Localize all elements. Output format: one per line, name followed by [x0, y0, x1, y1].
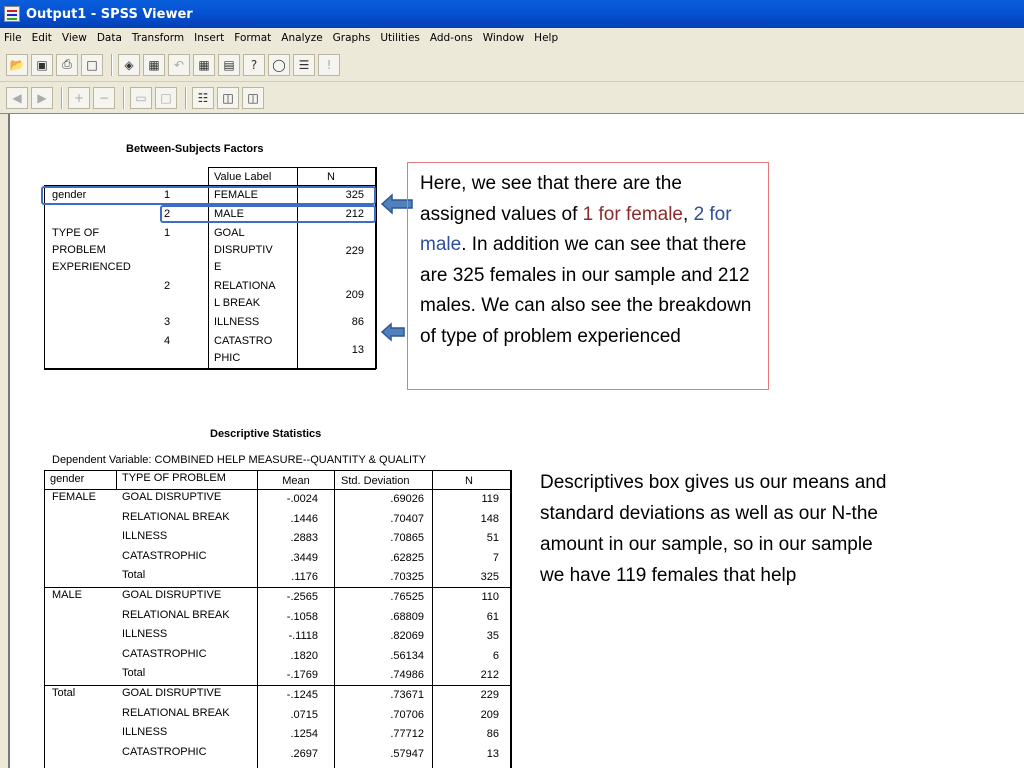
print-preview-icon[interactable]: □ — [81, 54, 103, 76]
col-value-label: Value Label — [214, 171, 272, 183]
type-value-label: DISRUPTIV — [214, 244, 273, 256]
save-icon[interactable]: ▣ — [31, 54, 53, 76]
type-value-label: L BREAK — [214, 297, 261, 309]
type-of-problem-cell: RELATIONAL BREAK — [122, 608, 230, 621]
type-of-problem-cell: ILLNESS — [122, 628, 168, 641]
gender-n: 325 — [345, 189, 364, 201]
goto-case-icon[interactable]: ▤ — [218, 54, 240, 76]
n-cell: 7 — [492, 551, 499, 564]
callout-text: Here, we see that there are the assigned values of — [420, 173, 682, 225]
callout-female-highlight: 1 for female — [582, 203, 683, 225]
window-title-bar[interactable] — [0, 0, 1024, 28]
type-of-problem-cell: CATASTROPHIC — [122, 647, 207, 660]
type-value-label: CATASTRO — [214, 335, 273, 347]
gender-value-label: MALE — [214, 208, 244, 220]
n-cell: 148 — [480, 512, 499, 525]
n-cell: 6 — [492, 649, 499, 662]
gender-group-label: FEMALE — [52, 491, 97, 503]
callout-text: , — [683, 203, 689, 225]
goto-data-icon[interactable]: ▦ — [193, 54, 215, 76]
mean-cell: -.1769 — [286, 669, 318, 682]
mean-cell: .2697 — [290, 747, 318, 760]
n-cell: 325 — [480, 571, 499, 584]
col-header-type: TYPE OF PROBLEM — [122, 472, 226, 484]
menu-add-ons[interactable]: Add-ons — [429, 32, 473, 44]
callout-descriptives-explanation: Descriptives box gives us our means and standard deviations as well as our N-the amount in our sample, so in our sample we have 119 females that help — [540, 472, 887, 586]
main-toolbar — [0, 48, 1024, 82]
menu-analyze[interactable]: Analyze — [281, 32, 323, 44]
menu-window[interactable]: Window — [482, 32, 525, 44]
gender-value: 2 — [164, 208, 171, 220]
n-cell: 209 — [480, 708, 499, 721]
menu-edit[interactable]: Edit — [31, 32, 52, 44]
std-deviation-cell: .74986 — [390, 669, 424, 682]
type-of-problem-cell: Total — [122, 667, 146, 680]
outline-pane[interactable] — [0, 114, 10, 768]
dialog-recall-icon[interactable]: ▦ — [143, 54, 165, 76]
mean-cell: -.1245 — [286, 689, 318, 701]
outline-toolbar — [0, 82, 1024, 114]
male-row-highlight — [160, 205, 376, 223]
type-label: PROBLEM — [52, 244, 106, 256]
std-deviation-cell: .62825 — [390, 551, 424, 564]
type-value: 3 — [164, 316, 171, 328]
menu-insert[interactable]: Insert — [194, 32, 225, 44]
toolbar-separator — [123, 87, 125, 109]
between-subjects-title: Between-Subjects Factors — [126, 143, 264, 155]
n-cell: 61 — [486, 610, 499, 623]
menu-file[interactable]: File — [4, 32, 22, 44]
type-label: TYPE OF — [52, 227, 100, 239]
std-deviation-cell: .57947 — [390, 747, 424, 760]
std-deviation-cell: .70706 — [390, 708, 424, 721]
female-row-highlight — [41, 186, 376, 205]
mean-cell: .1254 — [290, 728, 318, 741]
n-cell: 119 — [481, 493, 499, 505]
gender-group-label: MALE — [52, 589, 82, 601]
col-header-n: N — [465, 475, 473, 487]
undo-icon[interactable]: ↶ — [168, 54, 190, 76]
menu-transform[interactable]: Transform — [131, 32, 185, 44]
n-cell: 51 — [486, 532, 499, 545]
gender-value: 1 — [164, 189, 171, 201]
toolbar-separator — [61, 87, 63, 109]
show-icon[interactable]: ▭ — [130, 87, 152, 109]
type-value: 4 — [164, 335, 171, 347]
n-cell: 86 — [486, 728, 499, 741]
n-cell: 13 — [486, 747, 499, 760]
export-icon[interactable]: ◈ — [118, 54, 140, 76]
insert-text-icon[interactable]: ◫ — [242, 87, 264, 109]
mean-cell: -.1058 — [286, 610, 318, 623]
mean-cell: .0715 — [290, 708, 318, 721]
type-of-problem-cell: RELATIONAL BREAK — [122, 510, 230, 523]
col-header-sd: Std. Deviation — [341, 475, 410, 487]
type-value-label: GOAL — [214, 227, 245, 239]
open-folder-icon[interactable]: 📂 — [6, 54, 28, 76]
menu-view[interactable]: View — [61, 32, 87, 44]
demote-icon[interactable]: ▶ — [31, 87, 53, 109]
type-of-problem-cell: RELATIONAL BREAK — [122, 706, 230, 719]
dependent-variable-caption: Dependent Variable: COMBINED HELP MEASURE--QUANTITY & QUALITY — [52, 454, 427, 466]
type-n: 13 — [351, 344, 364, 356]
callout-text: . In addition we can see that there are 325 females in our sample and 212 males. We can also see the breakdown of type of problem experienced — [420, 234, 752, 347]
menu-format[interactable]: Format — [234, 32, 272, 44]
callout-values-explanation — [407, 162, 769, 390]
mean-cell: -.2565 — [286, 591, 318, 603]
spss-app-icon — [4, 6, 20, 22]
menu-help[interactable]: Help — [534, 32, 559, 44]
window-title: Output1 - SPSS Viewer — [26, 6, 193, 22]
std-deviation-cell: .76525 — [390, 591, 424, 603]
variables-icon[interactable]: ? — [243, 54, 265, 76]
insert-heading-icon[interactable]: ☷ — [192, 87, 214, 109]
type-label: EXPERIENCED — [52, 261, 131, 273]
hide-icon[interactable]: □ — [155, 87, 177, 109]
col-header-gender: gender — [50, 473, 85, 485]
mean-cell: .3449 — [290, 551, 318, 564]
type-of-problem-cell: GOAL DISRUPTIVE — [122, 491, 222, 503]
gender-value-label: FEMALE — [214, 189, 259, 201]
std-deviation-cell: .82069 — [390, 630, 424, 643]
mean-cell: .1820 — [290, 649, 318, 662]
descriptive-stats-title: Descriptive Statistics — [210, 428, 322, 440]
mean-cell: .1176 — [291, 571, 318, 584]
type-value-label: PHIC — [214, 352, 241, 364]
col-header-mean: Mean — [282, 475, 310, 487]
print-icon[interactable]: ⎙ — [56, 54, 78, 76]
menu-data[interactable]: Data — [96, 32, 122, 44]
gender-group-label: Total — [52, 687, 76, 699]
menu-bar — [0, 28, 1024, 48]
std-deviation-cell: .70325 — [390, 571, 424, 584]
collapse-icon[interactable]: − — [93, 87, 115, 109]
type-of-problem-cell: Total — [122, 569, 146, 582]
arrow-left-icon — [380, 321, 406, 343]
promote-icon[interactable]: ◀ — [6, 87, 28, 109]
n-cell: 35 — [486, 630, 499, 643]
col-n: N — [327, 171, 335, 183]
toolbar-separator — [111, 54, 113, 76]
run-icon[interactable]: ! — [318, 54, 340, 76]
menu-utilities[interactable]: Utilities — [380, 32, 420, 44]
std-deviation-cell: .70407 — [390, 512, 424, 525]
expand-icon[interactable]: + — [68, 87, 90, 109]
type-of-problem-cell: ILLNESS — [122, 530, 168, 543]
type-value: 2 — [164, 280, 171, 292]
type-of-problem-cell: CATASTROPHIC — [122, 745, 207, 758]
type-n: 86 — [351, 316, 364, 328]
type-n: 229 — [345, 245, 364, 257]
std-deviation-cell: .68809 — [390, 610, 424, 623]
mean-cell: -.0024 — [286, 493, 318, 505]
type-value-label: RELATIONA — [214, 280, 276, 292]
n-cell: 212 — [480, 669, 499, 682]
std-deviation-cell: .69026 — [390, 493, 424, 505]
type-of-problem-cell: GOAL DISRUPTIVE — [122, 687, 222, 699]
designate-window-icon[interactable]: ☰ — [293, 54, 315, 76]
n-cell: 110 — [481, 591, 499, 603]
type-of-problem-cell: CATASTROPHIC — [122, 549, 207, 562]
mean-cell: .2883 — [290, 532, 318, 545]
n-cell: 229 — [480, 689, 499, 701]
gender-label: gender — [52, 189, 87, 201]
std-deviation-cell: .56134 — [390, 649, 424, 662]
menu-graphs[interactable]: Graphs — [332, 32, 371, 44]
type-of-problem-cell: GOAL DISRUPTIVE — [122, 589, 222, 601]
mean-cell: -.1118 — [288, 630, 318, 643]
type-value-label: ILLNESS — [214, 316, 260, 328]
type-of-problem-cell: ILLNESS — [122, 726, 168, 739]
callout-male-highlight: 2 for male — [420, 203, 732, 255]
type-value: 1 — [164, 227, 171, 239]
gender-n: 212 — [345, 208, 364, 220]
std-deviation-cell: .77712 — [390, 728, 424, 741]
toolbar-separator — [185, 87, 187, 109]
type-value-label: E — [214, 261, 222, 273]
mean-cell: .1446 — [290, 512, 318, 525]
std-deviation-cell: .73671 — [390, 689, 424, 701]
use-sets-icon[interactable]: ◯ — [268, 54, 290, 76]
insert-title-icon[interactable]: ◫ — [217, 87, 239, 109]
std-deviation-cell: .70865 — [390, 532, 424, 545]
type-n: 209 — [345, 289, 364, 301]
